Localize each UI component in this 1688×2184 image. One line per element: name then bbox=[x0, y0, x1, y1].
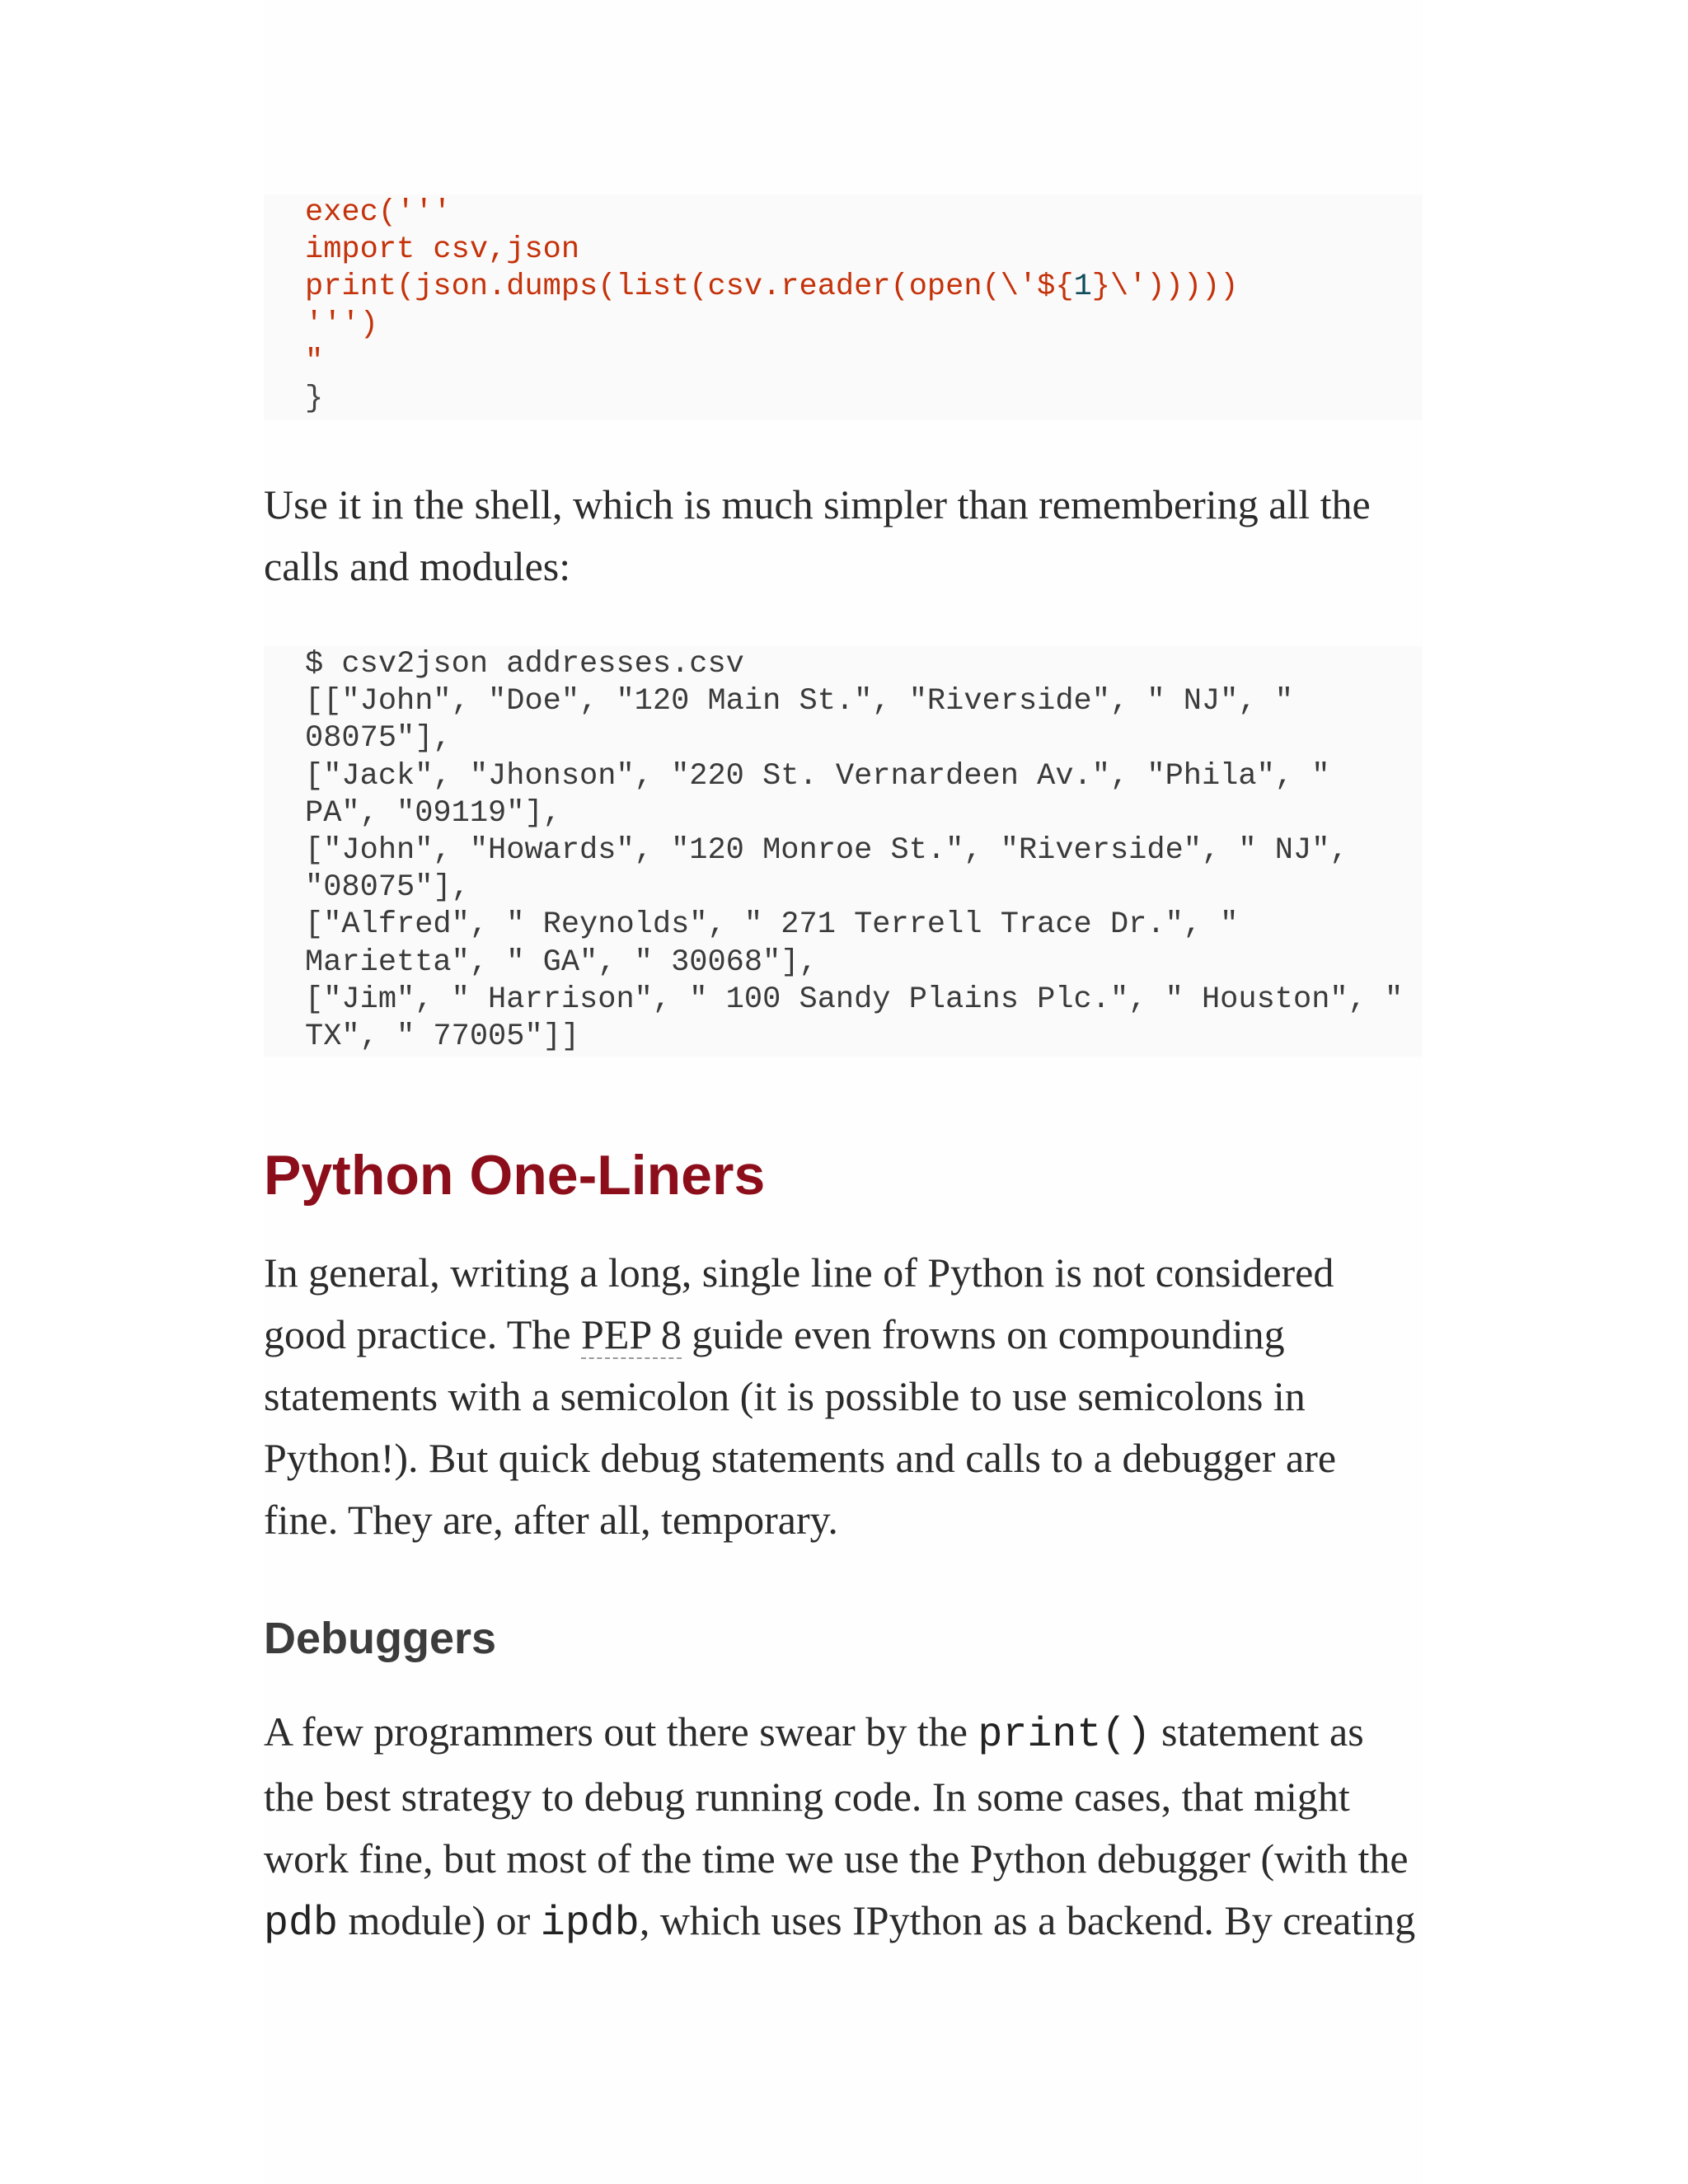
shell-output-line: Marietta", " GA", " 30068"], bbox=[305, 944, 818, 980]
intro-paragraph bbox=[264, 474, 1423, 598]
shell-output-line: ["John", "Howards", "120 Monroe St.", "Riverside", " NJ", bbox=[305, 832, 1348, 868]
inline-code-ipdb: ipdb bbox=[540, 1900, 640, 1947]
text-run: good practice. The bbox=[264, 1311, 582, 1357]
code-line-print bbox=[305, 269, 1423, 306]
paragraph-line: In general, writing a long, single line of Python is not considered bbox=[264, 1249, 1334, 1296]
code-line: exec(''' bbox=[305, 195, 452, 230]
paragraph-line bbox=[264, 1890, 1423, 1955]
paragraph-line bbox=[264, 1304, 1423, 1366]
shell-command-line: $ csv2json addresses.csv bbox=[305, 647, 744, 682]
inline-code-pdb: pdb bbox=[264, 1900, 339, 1947]
shell-output-line: TX", " 77005"]] bbox=[305, 1019, 580, 1054]
paragraph-line: Use it in the shell, which is much simpler than remembering all the bbox=[264, 481, 1371, 527]
text-run: statement as bbox=[1151, 1708, 1364, 1755]
paragraph-line: Python!). But quick debug statements and calls to a debugger are bbox=[264, 1435, 1337, 1481]
pep8-link[interactable]: PEP 8 bbox=[581, 1311, 682, 1357]
text-run: guide even frowns on compounding bbox=[681, 1311, 1285, 1357]
paragraph-line: statements with a semicolon (it is possible to use semicolons in bbox=[264, 1373, 1306, 1419]
code-block-function-end bbox=[264, 194, 1423, 420]
code-line: " bbox=[305, 344, 324, 379]
paragraph-line bbox=[264, 1701, 1423, 1766]
code-token: print(json.dumps(list(csv.reader(open(\'$ bbox=[305, 269, 1056, 305]
shell-output-line: [["John", "Doe", "120 Main St.", "Riverside", " NJ", " bbox=[305, 684, 1293, 719]
code-block-shell-output bbox=[264, 646, 1423, 1057]
shell-output-line: ["Alfred", " Reynolds", " 271 Terrell Trace Dr.", " bbox=[305, 907, 1239, 943]
text-run: A few programmers out there swear by the bbox=[264, 1708, 978, 1755]
code-token: \'))))) bbox=[1110, 269, 1239, 305]
paragraph-line: the best strategy to debug running code. In some cases, that might bbox=[264, 1774, 1350, 1820]
code-token-brace: } bbox=[1091, 269, 1111, 305]
text-run: , which uses IPython as a backend. By creating bbox=[639, 1897, 1416, 1943]
text-run: module) or bbox=[338, 1897, 541, 1943]
code-token-brace: { bbox=[1055, 269, 1074, 305]
shell-output-line: PA", "09119"], bbox=[305, 795, 561, 831]
shell-output-line: ["Jack", "Jhonson", "220 St. Vernardeen Av.", "Phila", " bbox=[305, 758, 1330, 794]
code-line: import csv,json bbox=[305, 232, 580, 268]
subsection-heading: Debuggers bbox=[264, 1614, 497, 1663]
paragraph-line: fine. They are, after all, temporary. bbox=[264, 1497, 838, 1543]
paragraph-line: work fine, but most of the time we use the Python debugger (with the bbox=[264, 1835, 1409, 1882]
code-line: ''') bbox=[305, 307, 378, 342]
inline-code-print: print() bbox=[978, 1712, 1151, 1759]
general-paragraph bbox=[264, 1242, 1423, 1551]
code-line-closing-brace: } bbox=[305, 381, 324, 416]
shell-output-line: "08075"], bbox=[305, 870, 470, 906]
shell-output-line: ["Jim", " Harrison", " 100 Sandy Plains Plc.", " Houston", " bbox=[305, 982, 1404, 1017]
article-page bbox=[264, 0, 1423, 2184]
paragraph-line: calls and modules: bbox=[264, 543, 571, 589]
code-token-arg-number: 1 bbox=[1073, 269, 1092, 305]
shell-output-line: 08075"], bbox=[305, 721, 452, 757]
section-heading: Python One-Liners bbox=[264, 1144, 766, 1207]
debuggers-paragraph bbox=[264, 1701, 1423, 1955]
